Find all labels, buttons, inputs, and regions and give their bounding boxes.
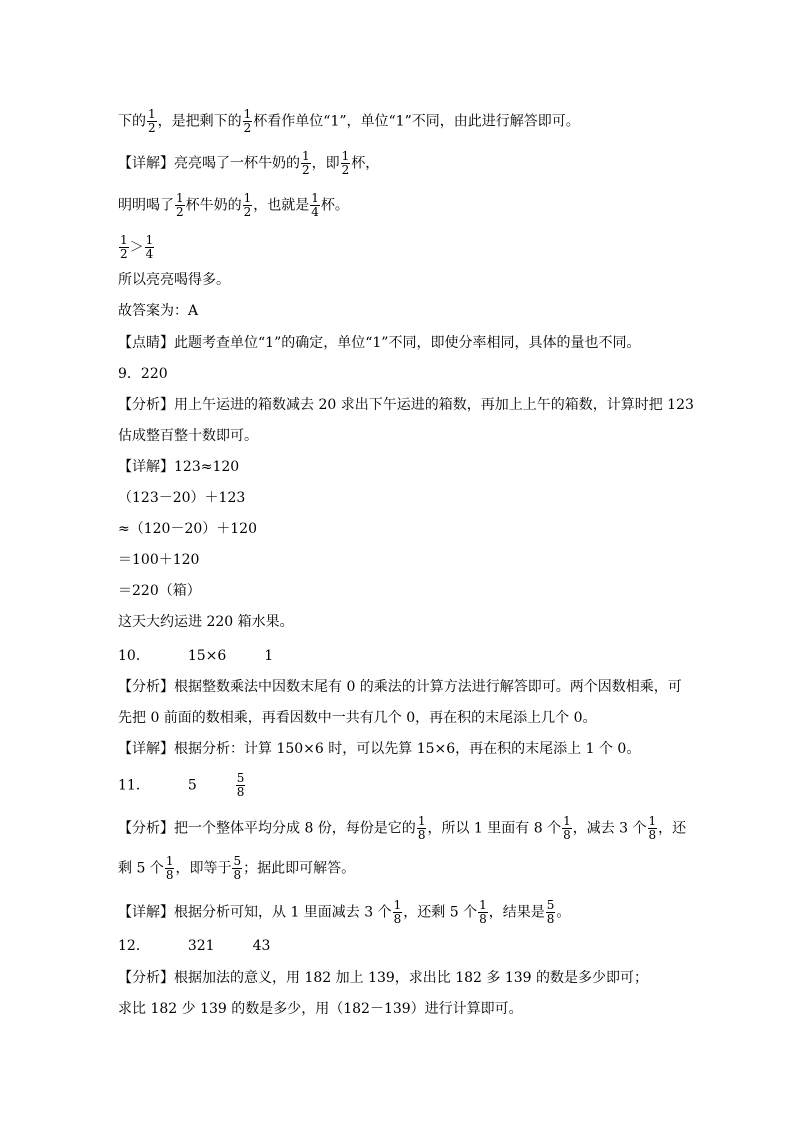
fraction (417, 815, 427, 842)
question-number (118, 646, 273, 666)
text-line: 【点睛】此题考查单位“1”的确定，单位“1”不同，即使分率相同，具体的量也不同。 (118, 335, 641, 351)
text-line: 先把 0 前面的数相乘，再看因数中一共有几个 0，再在积的末尾添上几个 0。 (118, 710, 597, 726)
numerator: 1 (145, 233, 154, 247)
numerator: 1 (243, 107, 252, 121)
text: 10． (118, 648, 150, 664)
denominator: 8 (233, 868, 242, 882)
equation-line: （123－20）＋123 (118, 490, 246, 506)
text: ；据此即可解答。 (243, 860, 356, 877)
equation-line: ＝100＋120 (118, 552, 200, 568)
text: 11． (118, 777, 150, 794)
numerator: 1 (479, 898, 487, 912)
numerator: 1 (648, 814, 657, 828)
text-line (118, 150, 379, 177)
text: ，即等于 (175, 860, 232, 877)
denominator: 4 (311, 205, 319, 219)
comparison-line (118, 234, 155, 261)
text: ，即 (311, 155, 340, 172)
denominator: 2 (148, 121, 156, 135)
text: 杯， (351, 155, 380, 172)
numerator: 1 (165, 854, 174, 868)
answer-value: 5 (187, 777, 197, 794)
fraction (301, 150, 311, 177)
text-line: 【详解】123≈120 (118, 459, 240, 475)
fraction (562, 815, 572, 842)
text-line (118, 815, 686, 842)
numerator: 1 (311, 191, 319, 205)
numerator: 1 (417, 814, 426, 828)
text: 明明喝了 (118, 197, 174, 214)
denominator: 8 (236, 785, 245, 799)
equation-line: ＝220（箱） (118, 583, 201, 599)
numerator: 1 (148, 107, 156, 121)
text-line: 【分析】用上午运进的箱数减去 20 求出下午运进的箱数，再加上上午的箱数，计算时把 123 (118, 397, 694, 413)
fraction (119, 234, 129, 261)
text: ，还 (658, 820, 687, 837)
text-line: 所以亮亮喝得多。 (118, 272, 230, 288)
text-line (118, 899, 570, 926)
numerator: 1 (120, 233, 128, 247)
fraction (341, 150, 351, 177)
denominator: 8 (417, 828, 426, 842)
text: ，也就是 (253, 197, 310, 214)
text: 杯。 (320, 197, 349, 214)
denominator: 8 (546, 912, 555, 926)
text: ，是把剩下的 (157, 113, 242, 130)
text: 12． (118, 938, 150, 954)
text-line (118, 192, 349, 219)
text-line: 【分析】根据加法的意义，用 182 加上 139，求出比 182 多 139 的数是多少即可； (118, 970, 649, 986)
denominator: 2 (243, 121, 252, 135)
text-line (118, 855, 355, 882)
denominator: 8 (165, 868, 174, 882)
text: 下的 (118, 113, 146, 130)
text: 【分析】把一个整体平均分成 8 份，每份是它的 (118, 820, 416, 837)
question-number (118, 936, 270, 956)
fraction (147, 108, 157, 135)
text-line: 求比 182 少 139 的数是多少，用（182－139）进行计算即可。 (118, 1001, 523, 1017)
text-line: 【详解】根据分析：计算 150×6 时，可以先算 15×6，再在积的末尾添上 1 个 0。 (118, 741, 641, 757)
numerator: 1 (563, 814, 571, 828)
fraction (243, 192, 253, 219)
text-line: 这天大约运进 220 箱水果。 (118, 614, 294, 630)
fraction (478, 899, 488, 926)
numerator: 5 (236, 771, 245, 785)
text: 剩 5 个 (118, 860, 164, 877)
text: 【详解】亮亮喝了一杯牛奶的 (118, 155, 300, 172)
fraction (165, 855, 175, 882)
text-line: 【分析】根据整数乘法中因数末尾有 0 的乘法的计算方法进行解答即可。两个因数相乘，可 (118, 679, 682, 695)
text: 。 (556, 904, 571, 921)
equation-line: ≈（120－20）＋120 (118, 521, 257, 537)
denominator: 2 (176, 205, 184, 219)
text: ，还剩 5 个 (403, 904, 478, 921)
text: 【详解】根据分析可知，从 1 里面减去 3 个 (118, 904, 392, 921)
text-line (118, 108, 580, 135)
text: ，所以 1 里面有 8 个 (427, 820, 562, 837)
text: ，结果是 (488, 904, 545, 921)
fraction (175, 192, 185, 219)
fraction (648, 815, 658, 842)
text: ，减去 3 个 (572, 820, 647, 837)
question-number: 9．220 (118, 366, 168, 382)
greater-than-sign: ＞ (129, 239, 144, 256)
fraction (236, 772, 246, 799)
question-number (118, 772, 246, 799)
numerator: 1 (176, 191, 184, 205)
denominator: 8 (393, 912, 402, 926)
numerator: 1 (302, 149, 310, 163)
answer-value: 43 (252, 938, 271, 954)
denominator: 2 (243, 205, 252, 219)
text: 杯看作单位“1”，单位“1”不同，由此进行解答即可。 (253, 113, 580, 130)
answer-value: 15×6 (187, 648, 227, 664)
text-line: 估成整百整十数即可。 (118, 428, 258, 444)
denominator: 2 (341, 163, 350, 177)
denominator: 2 (120, 247, 128, 261)
denominator: 2 (302, 163, 310, 177)
numerator: 5 (546, 898, 555, 912)
fraction (393, 899, 403, 926)
answer-value: 321 (187, 938, 215, 954)
numerator: 1 (341, 149, 350, 163)
answer-value: 1 (264, 648, 274, 664)
denominator: 8 (563, 828, 571, 842)
fraction (232, 855, 242, 882)
fraction (546, 899, 556, 926)
denominator: 8 (648, 828, 657, 842)
fraction (145, 234, 155, 261)
fraction (310, 192, 320, 219)
denominator: 8 (479, 912, 487, 926)
answer-line: 故答案为：A (118, 303, 199, 319)
text: 杯牛奶的 (185, 197, 242, 214)
denominator: 4 (145, 247, 154, 261)
numerator: 1 (393, 898, 402, 912)
fraction (243, 108, 253, 135)
numerator: 5 (233, 854, 242, 868)
numerator: 1 (243, 191, 252, 205)
